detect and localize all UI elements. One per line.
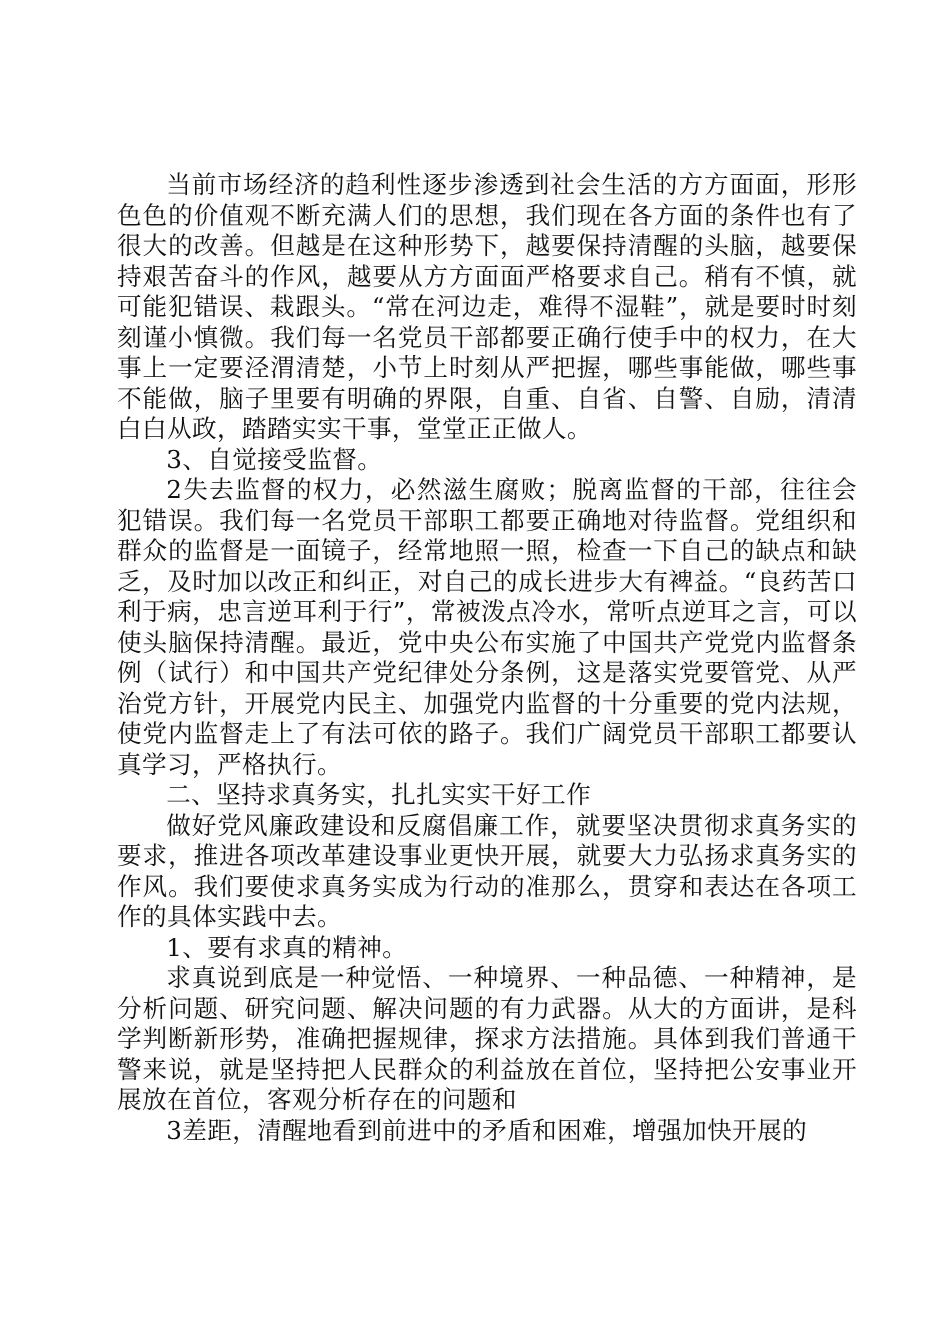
paragraph-gap: 3差距，清醒地看到前进中的矛盾和困难，增强加快开展的 [166,1115,808,1145]
paragraph-anti-corruption: 做好党风廉政建设和反腐倡廉工作，就要坚决贯彻求真务实的要求，推进各项改革建设事业更快开展，就要大力弘扬求真务实的作风。我们要使求真务实成为行动的准那么，贯穿和表达在各项工作的具体实践中去。 [117,810,857,931]
paragraph-supervision: 2失去监督的权力，必然滋生腐败；脱离监督的干部，往往会犯错误。我们每一名党员干部职工都要正确地对待监督。党组织和群众的监督是一面镜子，经常地照一照，检查一下自己的缺点和缺乏，及时加以改正和纠正，对自己的成长进步大有裨益。“良药苦口利于病，忠言逆耳利于行”，常被泼点冷水，常听点逆耳之言，可以使头脑保持清醒。最近，党中央公布实施了中国共产党党内监督条例（试行）和中国共产党纪律处分条例，这是落实党要管党、从严治党方针，开展党内民主、加强党内监督的十分重要的党内法规，使党内监督走上了有法可依的路子。我们广阔党员干部职工都要认真学习，严格执行。 [117,475,857,779]
subheading-truth-spirit: 1、要有求真的精神。 [166,932,408,962]
subheading-accept-supervision: 3、自觉接受监督。 [166,444,383,474]
paragraph-market-economy: 当前市场经济的趋利性逐步渗透到社会生活的方方面面，形形色色的价值观不断充满人们的思想，我们现在各方面的条件也有了很大的改善。但越是在这种形势下，越要保持清醒的头脑，越要保持艰苦奋斗的作风，越要从方方面面严格要求自己。稍有不慎，就可能犯错误、栽跟头。“常在河边走，难得不湿鞋”，就是要时时刻刻谨小慎微。我们每一名党员干部都要正确行使手中的权力，在大事上一定要泾渭清楚，小节上时刻从严把握，哪些事能做，哪些事不能做，脑子里要有明确的界限，自重、自省、自警、自励，清清白白从政，踏踏实实干事，堂堂正正做人。 [117,170,857,443]
document-body [117,170,857,1146]
paragraph-truth-seeking: 求真说到底是一种觉悟、一种境界、一种品德、一种精神，是分析问题、研究问题、解决问题的有力武器。从大的方面讲，是科学判断新形势，准确把握规律，探求方法措施。具体到我们普通干警来说，就是坚持把人民群众的利益放在首位，坚持把公安事业开展放在首位，客观分析存在的问题和 [117,963,857,1114]
section-heading-seek-truth: 二、坚持求真务实，扎扎实实干好工作 [166,780,592,809]
